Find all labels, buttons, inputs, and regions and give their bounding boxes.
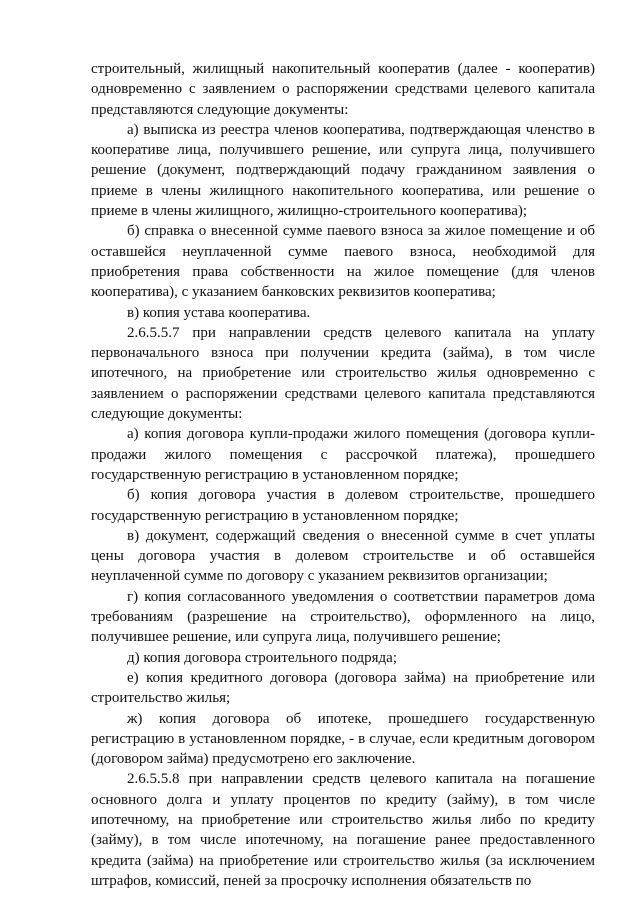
- document-page: [91, 59, 595, 891]
- paragraph: а) копия договора купли-продажи жилого помещения (договора купли-продажи жилого помещения с рассрочкой платежа), прошедшего государственную регистрацию в установленном порядке;: [91, 426, 595, 483]
- paragraph: б) справка о внесенной сумме паевого взноса за жилое помещение и об оставшейся неуплаченной сумме паевого взноса, необходимой для приобретения права собственности на жилое помещение (для членов кооператива), с указанием банковских реквизитов кооператива;: [91, 223, 595, 301]
- paragraph: 2.6.5.5.7 при направлении средств целевого капитала на уплату первоначального взноса при получении кредита (займа), в том числе ипотечного, на приобретение или строительство жилья одновременно с заявлением о распоряжении средствами целевого капитала представляются следующие документы:: [91, 324, 595, 423]
- paragraph: г) копия согласованного уведомления о соответствии параметров дома требованиям (разрешение на строительство), оформленного на лицо, получившее решение, или супруга лица, получившего решение;: [91, 588, 595, 646]
- paragraph: е) копия кредитного договора (договора займа) на приобретение или строительство жилья;: [91, 669, 595, 707]
- paragraph: в) документ, содержащий сведения о внесенной сумме в счет уплаты цены договора участия в долевом строительстве и об оставшейся неуплаченной сумме по договору с указанием реквизитов организации;: [91, 527, 595, 585]
- paragraph: б) копия договора участия в долевом строительстве, прошедшего государственную регистрацию в установленном порядке;: [91, 487, 595, 524]
- paragraph: ж) копия договора об ипотеке, прошедшего государственную регистрацию в установленном порядке, - в случае, если кредитным договором (договором займа) предусмотрено его заключение.: [91, 710, 595, 768]
- paragraph: а) выписка из реестра членов кооператива, подтверждающая членство в кооперативе лица, получившего решение, или супруга лица, получившего решение (документ, подтверждающий подачу гражданином заявления о приеме в члены жилищного накопительного кооператива, или решение о приеме в члены жилищного, жилищно-строительного кооператива);: [91, 121, 595, 220]
- paragraph: строительный, жилищный накопительный кооператив (далее - кооператив) одновременно с заявлением о распоряжении средствами целевого капитала представляются следующие документы:: [91, 61, 595, 118]
- paragraph: д) копия договора строительного подряда;: [127, 649, 398, 666]
- paragraph: в) копия устава кооператива.: [127, 304, 311, 321]
- paragraph: 2.6.5.5.8 при направлении средств целевого капитала на погашение основного долга и уплату процентов по кредиту (займу), в том числе ипотечному, на приобретение или строительство жилья либо по кредиту (займу), в том числе ипотечному, на погашение ранее предоставленного кредита (займа) на приобретение или строительство жилья (за исключением штрафов, комиссий, пеней за просрочку исполнения обязательств по: [91, 771, 595, 889]
